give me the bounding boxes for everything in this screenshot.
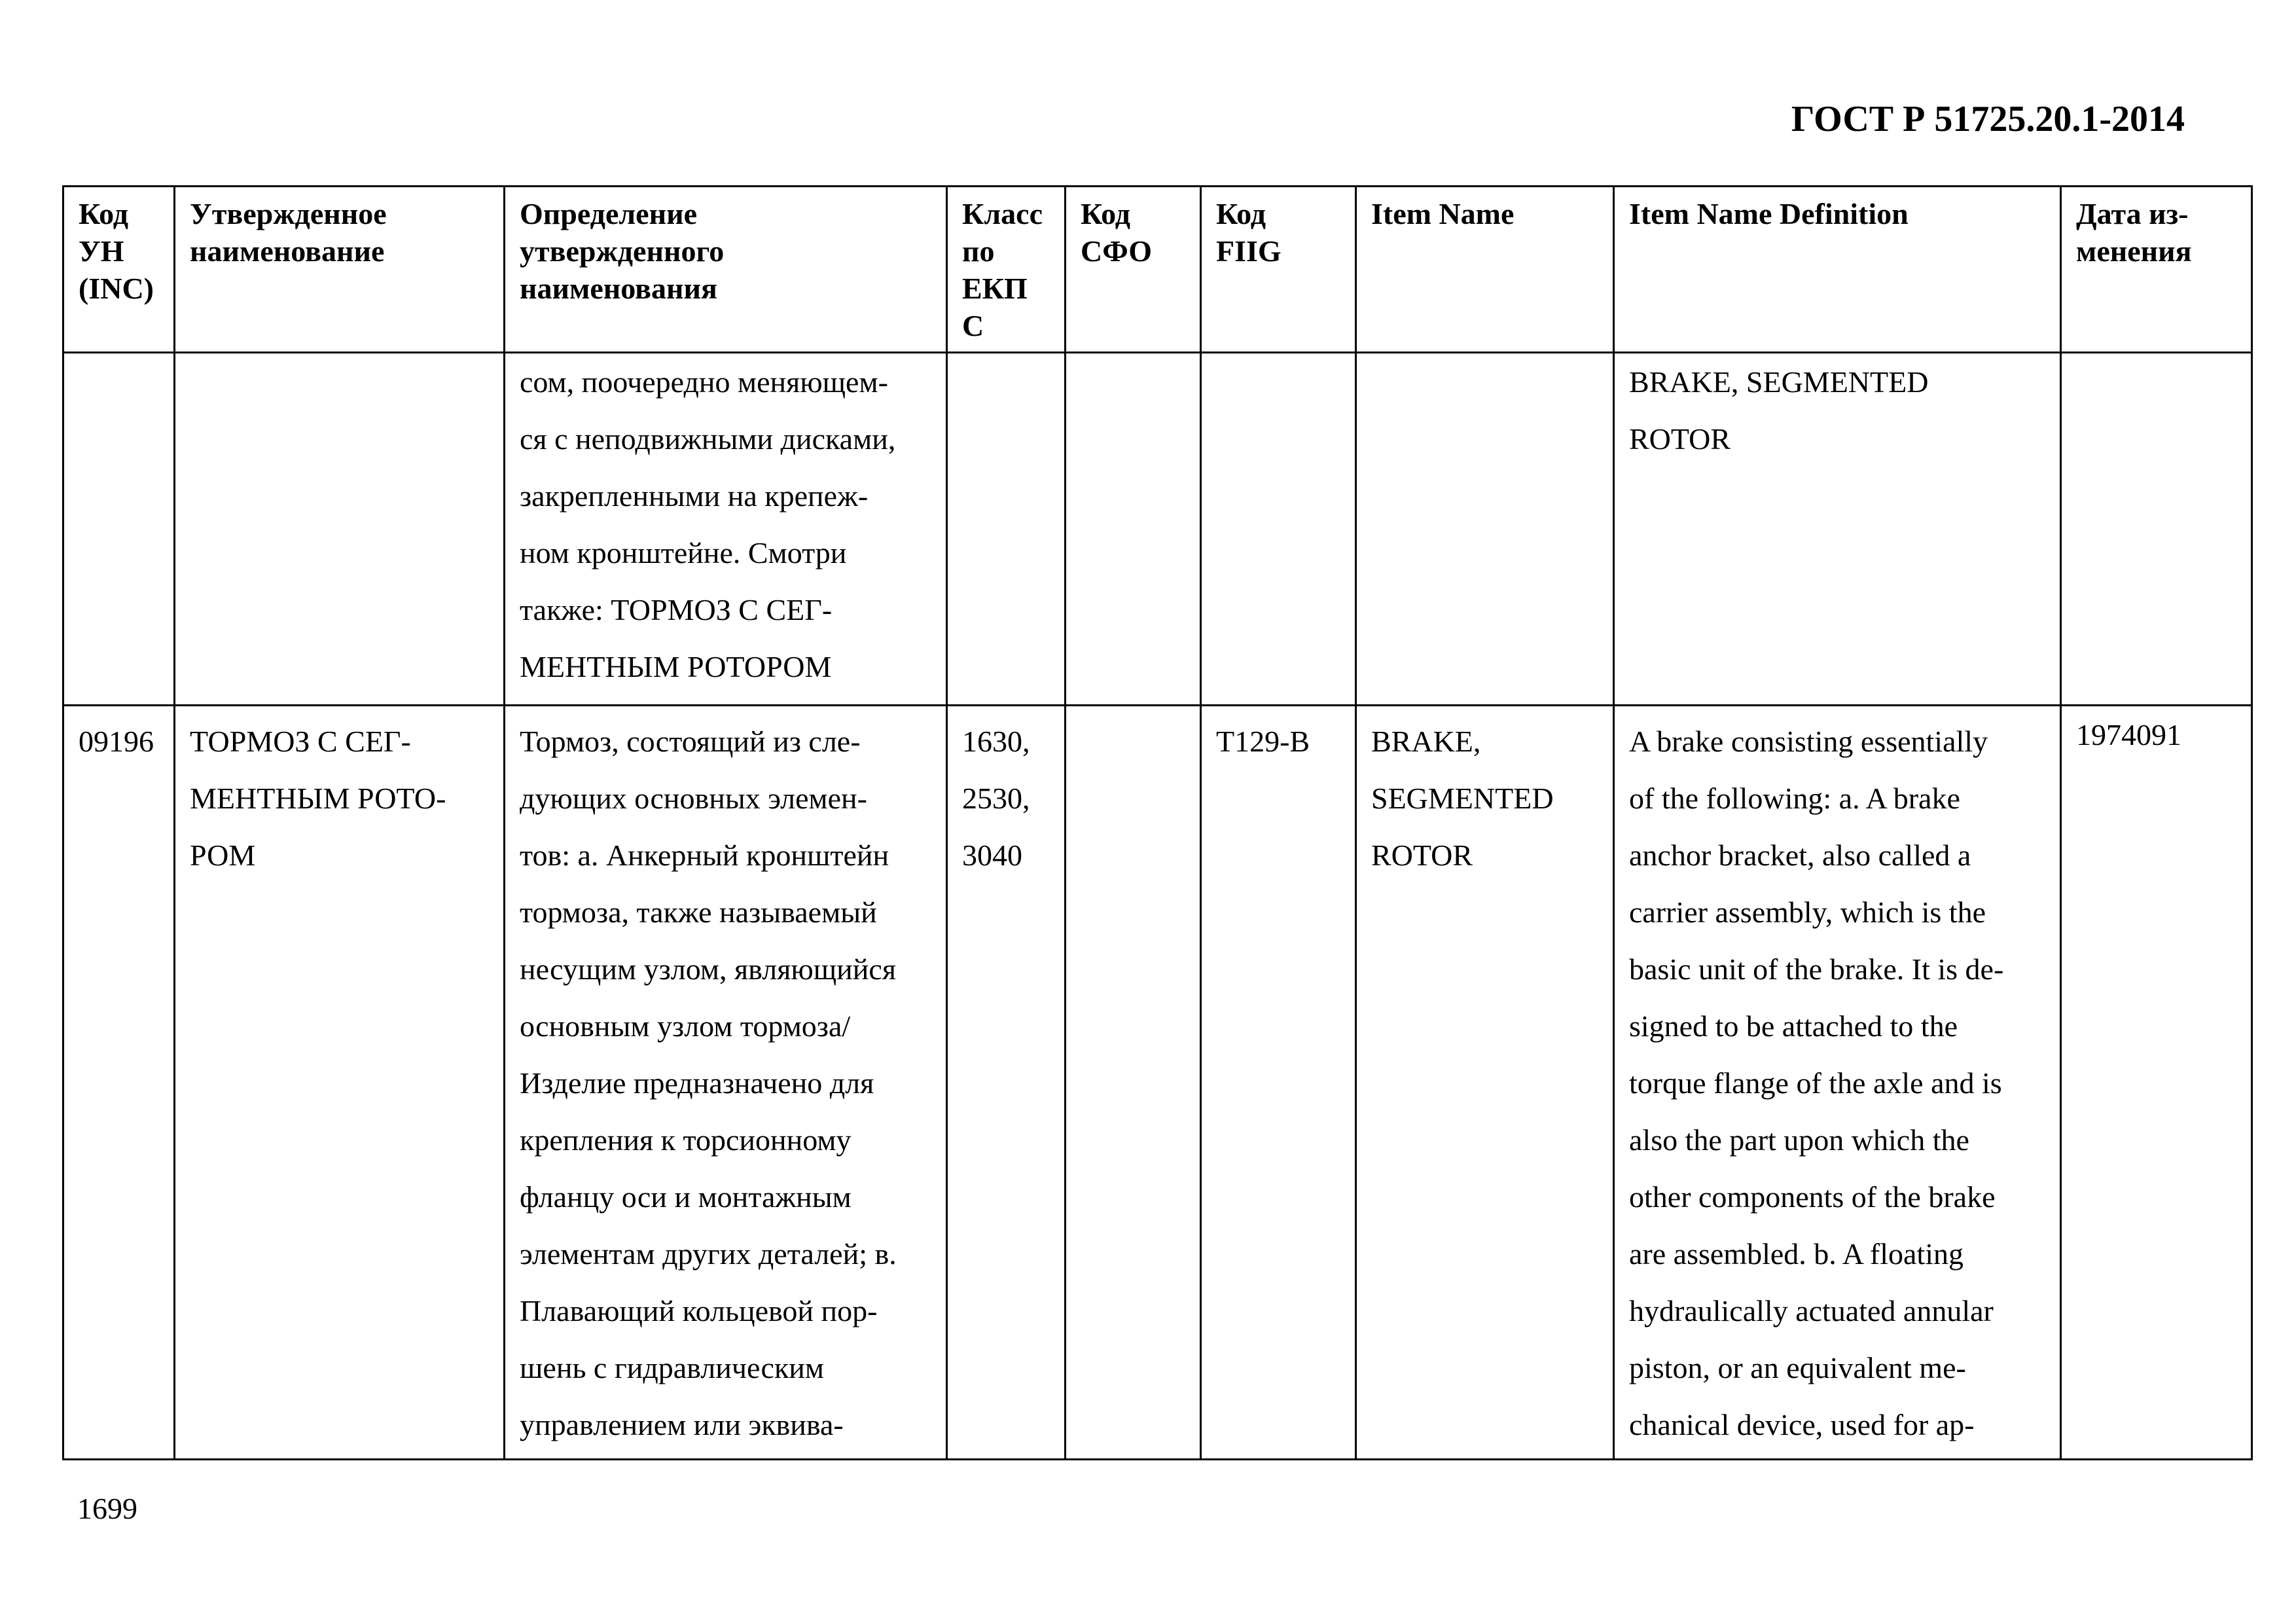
- column-header-ekps-class: [947, 187, 1066, 353]
- cell-sfo-code: [1066, 706, 1201, 1460]
- cell-text-line: основным узлом тормоза/: [520, 1009, 851, 1043]
- cell-text-line: also the part upon which the: [1629, 1123, 1969, 1157]
- header-line: СФО: [1081, 234, 1153, 268]
- column-header-change-date: [2061, 187, 2252, 353]
- header-line: Дата из-: [2076, 197, 2189, 230]
- header-line: FIIG: [1216, 234, 1282, 268]
- header-line: Код: [1216, 197, 1266, 230]
- cell-text-line: signed to be attached to the: [1629, 1009, 1958, 1043]
- cell-text-line: piston, or an equivalent me-: [1629, 1351, 1966, 1384]
- cell-text-line: несущим узлом, являющийся: [520, 952, 896, 986]
- cell-text-line: элементам других деталей; в.: [520, 1237, 897, 1271]
- cell-text-line: ROTOR: [1371, 839, 1473, 872]
- cell-fiig-code: [1201, 706, 1356, 1460]
- cell-text-line: BRAKE,: [1371, 725, 1481, 758]
- cell-text-line: РОМ: [190, 839, 256, 872]
- cell-text-line: 1974091: [2076, 718, 2181, 751]
- cell-text-line: 1630,: [962, 725, 1030, 758]
- cell-text-line: torque flange of the axle and is: [1629, 1066, 2002, 1100]
- cell-text-line: также: ТОРМОЗ С СЕГ-: [520, 593, 833, 626]
- cell-text-line: фланцу оси и монтажным: [520, 1180, 852, 1214]
- cell-text-line: ROTOR: [1629, 422, 1731, 456]
- cell-text-line: Тормоз, состоящий из сле-: [520, 725, 861, 758]
- column-header-item-name: [1356, 187, 1614, 353]
- table-row-continuation: [63, 353, 2252, 706]
- header-line: Утвержденное: [190, 197, 387, 230]
- cell-text-line: закрепленными на крепеж-: [520, 479, 869, 513]
- cell-text-line: крепления к торсионному: [520, 1123, 852, 1157]
- header-line: Класс: [962, 197, 1043, 230]
- cell-definition: [505, 353, 947, 706]
- cell-text-line: Плавающий кольцевой пор-: [520, 1294, 878, 1327]
- column-header-approved-name: [175, 187, 505, 353]
- cell-text-line: ся с неподвижными дисками,: [520, 422, 896, 456]
- cell-text-line: дующих основных элемен-: [520, 782, 867, 815]
- column-header-inc: [63, 187, 175, 353]
- cell-text-line: chanical device, used for ap-: [1629, 1408, 1975, 1441]
- cell-text-line: A brake consisting essentially: [1629, 725, 1988, 758]
- header-line: Код: [79, 197, 129, 230]
- header-line: (INC): [79, 272, 154, 305]
- header-line: менения: [2076, 234, 2192, 268]
- cell-text-line: управлением или эквива-: [520, 1408, 844, 1441]
- header-line: ЕКП: [962, 272, 1028, 305]
- cell-text-line: carrier assembly, which is the: [1629, 895, 1986, 929]
- cell-text-line: anchor bracket, also called a: [1629, 839, 1971, 872]
- cell-approved-name: [175, 706, 505, 1460]
- header-line: утвержденного: [520, 234, 725, 268]
- header-line: по: [962, 234, 995, 268]
- cell-change-date: [2061, 353, 2252, 706]
- page-number: 1699: [77, 1492, 137, 1525]
- cell-item-name-definition: [1614, 353, 2061, 706]
- document-standard-code: ГОСТ Р 51725.20.1-2014: [1791, 99, 2185, 139]
- table-row-09196: [63, 706, 2252, 1460]
- cell-change-date: [2061, 706, 2252, 1460]
- header-line: наименования: [520, 272, 717, 305]
- cell-approved-name: [175, 353, 505, 706]
- cell-text-line: T129-B: [1216, 725, 1310, 758]
- header-line: Item Name: [1371, 197, 1515, 230]
- cell-text-line: of the following: a. A brake: [1629, 782, 1960, 815]
- column-header-item-name-definition: [1614, 187, 2061, 353]
- cell-text-line: other components of the brake: [1629, 1180, 1996, 1214]
- cell-text-line: МЕНТНЫМ РОТО-: [190, 782, 446, 815]
- cell-text-line: сом, поочередно меняющем-: [520, 365, 888, 399]
- column-header-sfo-code: [1066, 187, 1201, 353]
- cell-text-line: тов: а. Анкерный кронштейн: [520, 839, 889, 872]
- cell-ekps-class: [947, 353, 1066, 706]
- cell-text-line: МЕНТНЫМ РОТОРОМ: [520, 650, 832, 683]
- cell-sfo-code: [1066, 353, 1201, 706]
- cell-ekps-class: [947, 706, 1066, 1460]
- header-line: Код: [1081, 197, 1131, 230]
- cell-text-line: тормоза, также называемый: [520, 895, 877, 929]
- cell-text-line: шень с гидравлическим: [520, 1351, 825, 1384]
- header-line: УН: [79, 234, 124, 268]
- cell-inc: [63, 706, 175, 1460]
- cell-text-line: Изделие предназначено для: [520, 1066, 874, 1100]
- cell-item-name-definition: [1614, 706, 2061, 1460]
- header-line: наименование: [190, 234, 385, 268]
- cell-item-name: [1356, 353, 1614, 706]
- header-line: Определение: [520, 197, 698, 230]
- item-name-table: [62, 185, 2253, 1460]
- cell-text-line: are assembled. b. A floating: [1629, 1237, 1964, 1271]
- cell-definition: [505, 706, 947, 1460]
- cell-item-name: [1356, 706, 1614, 1460]
- cell-fiig-code: [1201, 353, 1356, 706]
- cell-text-line: 09196: [79, 725, 154, 758]
- cell-text-line: BRAKE, SEGMENTED: [1629, 365, 1929, 399]
- cell-text-line: ТОРМОЗ С СЕГ-: [190, 725, 411, 758]
- header-line: С: [962, 309, 984, 342]
- cell-text-line: 2530,: [962, 782, 1030, 815]
- cell-text-line: SEGMENTED: [1371, 782, 1554, 815]
- cell-text-line: ном кронштейне. Смотри: [520, 536, 847, 569]
- cell-inc: [63, 353, 175, 706]
- cell-text-line: 3040: [962, 839, 1022, 872]
- column-header-definition: [505, 187, 947, 353]
- header-line: Item Name Definition: [1629, 197, 1909, 230]
- cell-text-line: hydraulically actuated annular: [1629, 1294, 1994, 1327]
- cell-text-line: basic unit of the brake. It is de-: [1629, 952, 2004, 986]
- column-header-fiig-code: [1201, 187, 1356, 353]
- table-header-row: [63, 187, 2252, 353]
